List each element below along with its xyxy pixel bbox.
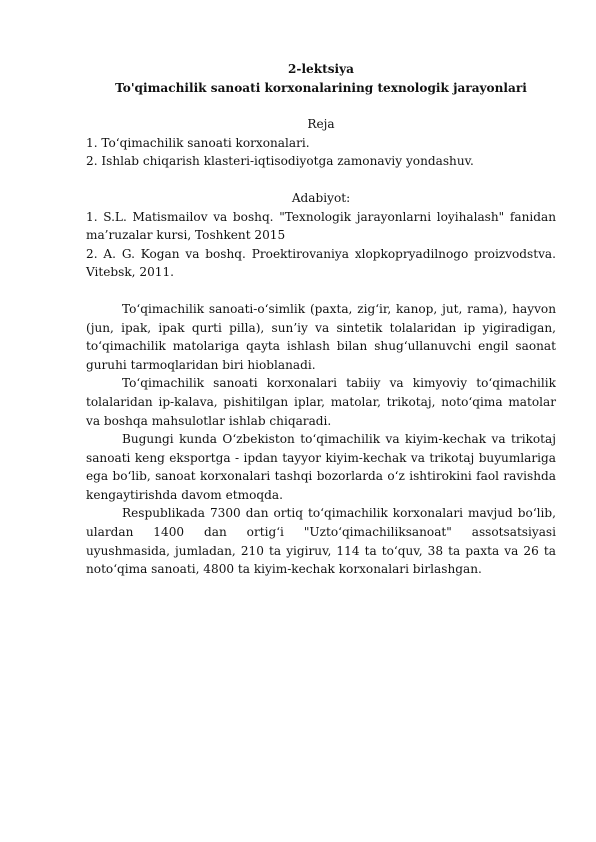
plan-heading: Reja — [307, 117, 335, 132]
plan-item: 2. Ishlab chiqarish klasteri-iqtisodiyotga zamonaviy yondashuv. — [86, 154, 474, 169]
literature-item: 2. A. G. Kogan va boshq. Proektirovaniya xlopkopryadilnogo proizvodstva. Vitebsk, 2011. — [86, 246, 556, 280]
spacer — [86, 171, 556, 189]
spacer — [86, 282, 556, 300]
document-page — [86, 60, 556, 579]
lecture-number: 2-lektsiya — [288, 62, 354, 76]
body-paragraph: To‘qimachilik sanoati-o‘simlik (paxta, zig‘ir, kanop, jut, rama), hayvon (jun, ipak, ipak qurti pilla), sun’iy va sintetik tolalaridan ip yigiradigan, to‘qimachilik matolariga qayta ishlash bilan shug‘ullanuvchi engil saonat guruhi tarmoqlaridan biri hioblanadi. — [86, 301, 556, 372]
plan-item: 1. To‘qimachilik sanoati korxonalari. — [86, 135, 310, 150]
body-paragraph: Bugungi kunda O‘zbekiston to‘qimachilik va kiyim-kechak va trikotaj sanoati keng eksportga - ipdan tayyor kiyim-kechak va trikotaj buyumlariga ega bo‘lib, sanoat korxonalari tashqi bozorlarda o‘z ishtirokini faol ravishda kengaytirishda davom etmoqda. — [86, 432, 556, 502]
body-paragraph: Respublikada 7300 dan ortiq to‘qimachilik korxonalari mavjud bo‘lib, ulardan 1400 dan ortig‘i "Uzto‘qimachiliksanoat" assotsatsiyasi uyushmasida, jumladan, 210 ta yigiruv, 114 ta to‘quv, 38 ta paxta va 26 ta noto‘qima sanoati, 4800 ta kiyim-kechak korxonalari birlashgan. — [86, 506, 556, 577]
literature-item: 1. S.L. Matismailov va boshq. "Texnologik jarayonlarni loyihalash" fanidan ma’ruzalar kursi, Toshkent 2015 — [86, 209, 556, 243]
body-paragraph: To‘qimachilik sanoati korxonalari tabiiy va kimyoviy to‘qimachilik tolalaridan ip-kalava, pishitilgan iplar, matolar, trikotaj, noto‘qima matolar va boshqa mahsulotlar ishlab chiqaradi. — [86, 376, 556, 428]
lecture-title: To'qimachilik sanoati korxonalarining texnologik jarayonlari — [115, 80, 527, 95]
literature-heading: Adabiyot: — [291, 190, 351, 205]
